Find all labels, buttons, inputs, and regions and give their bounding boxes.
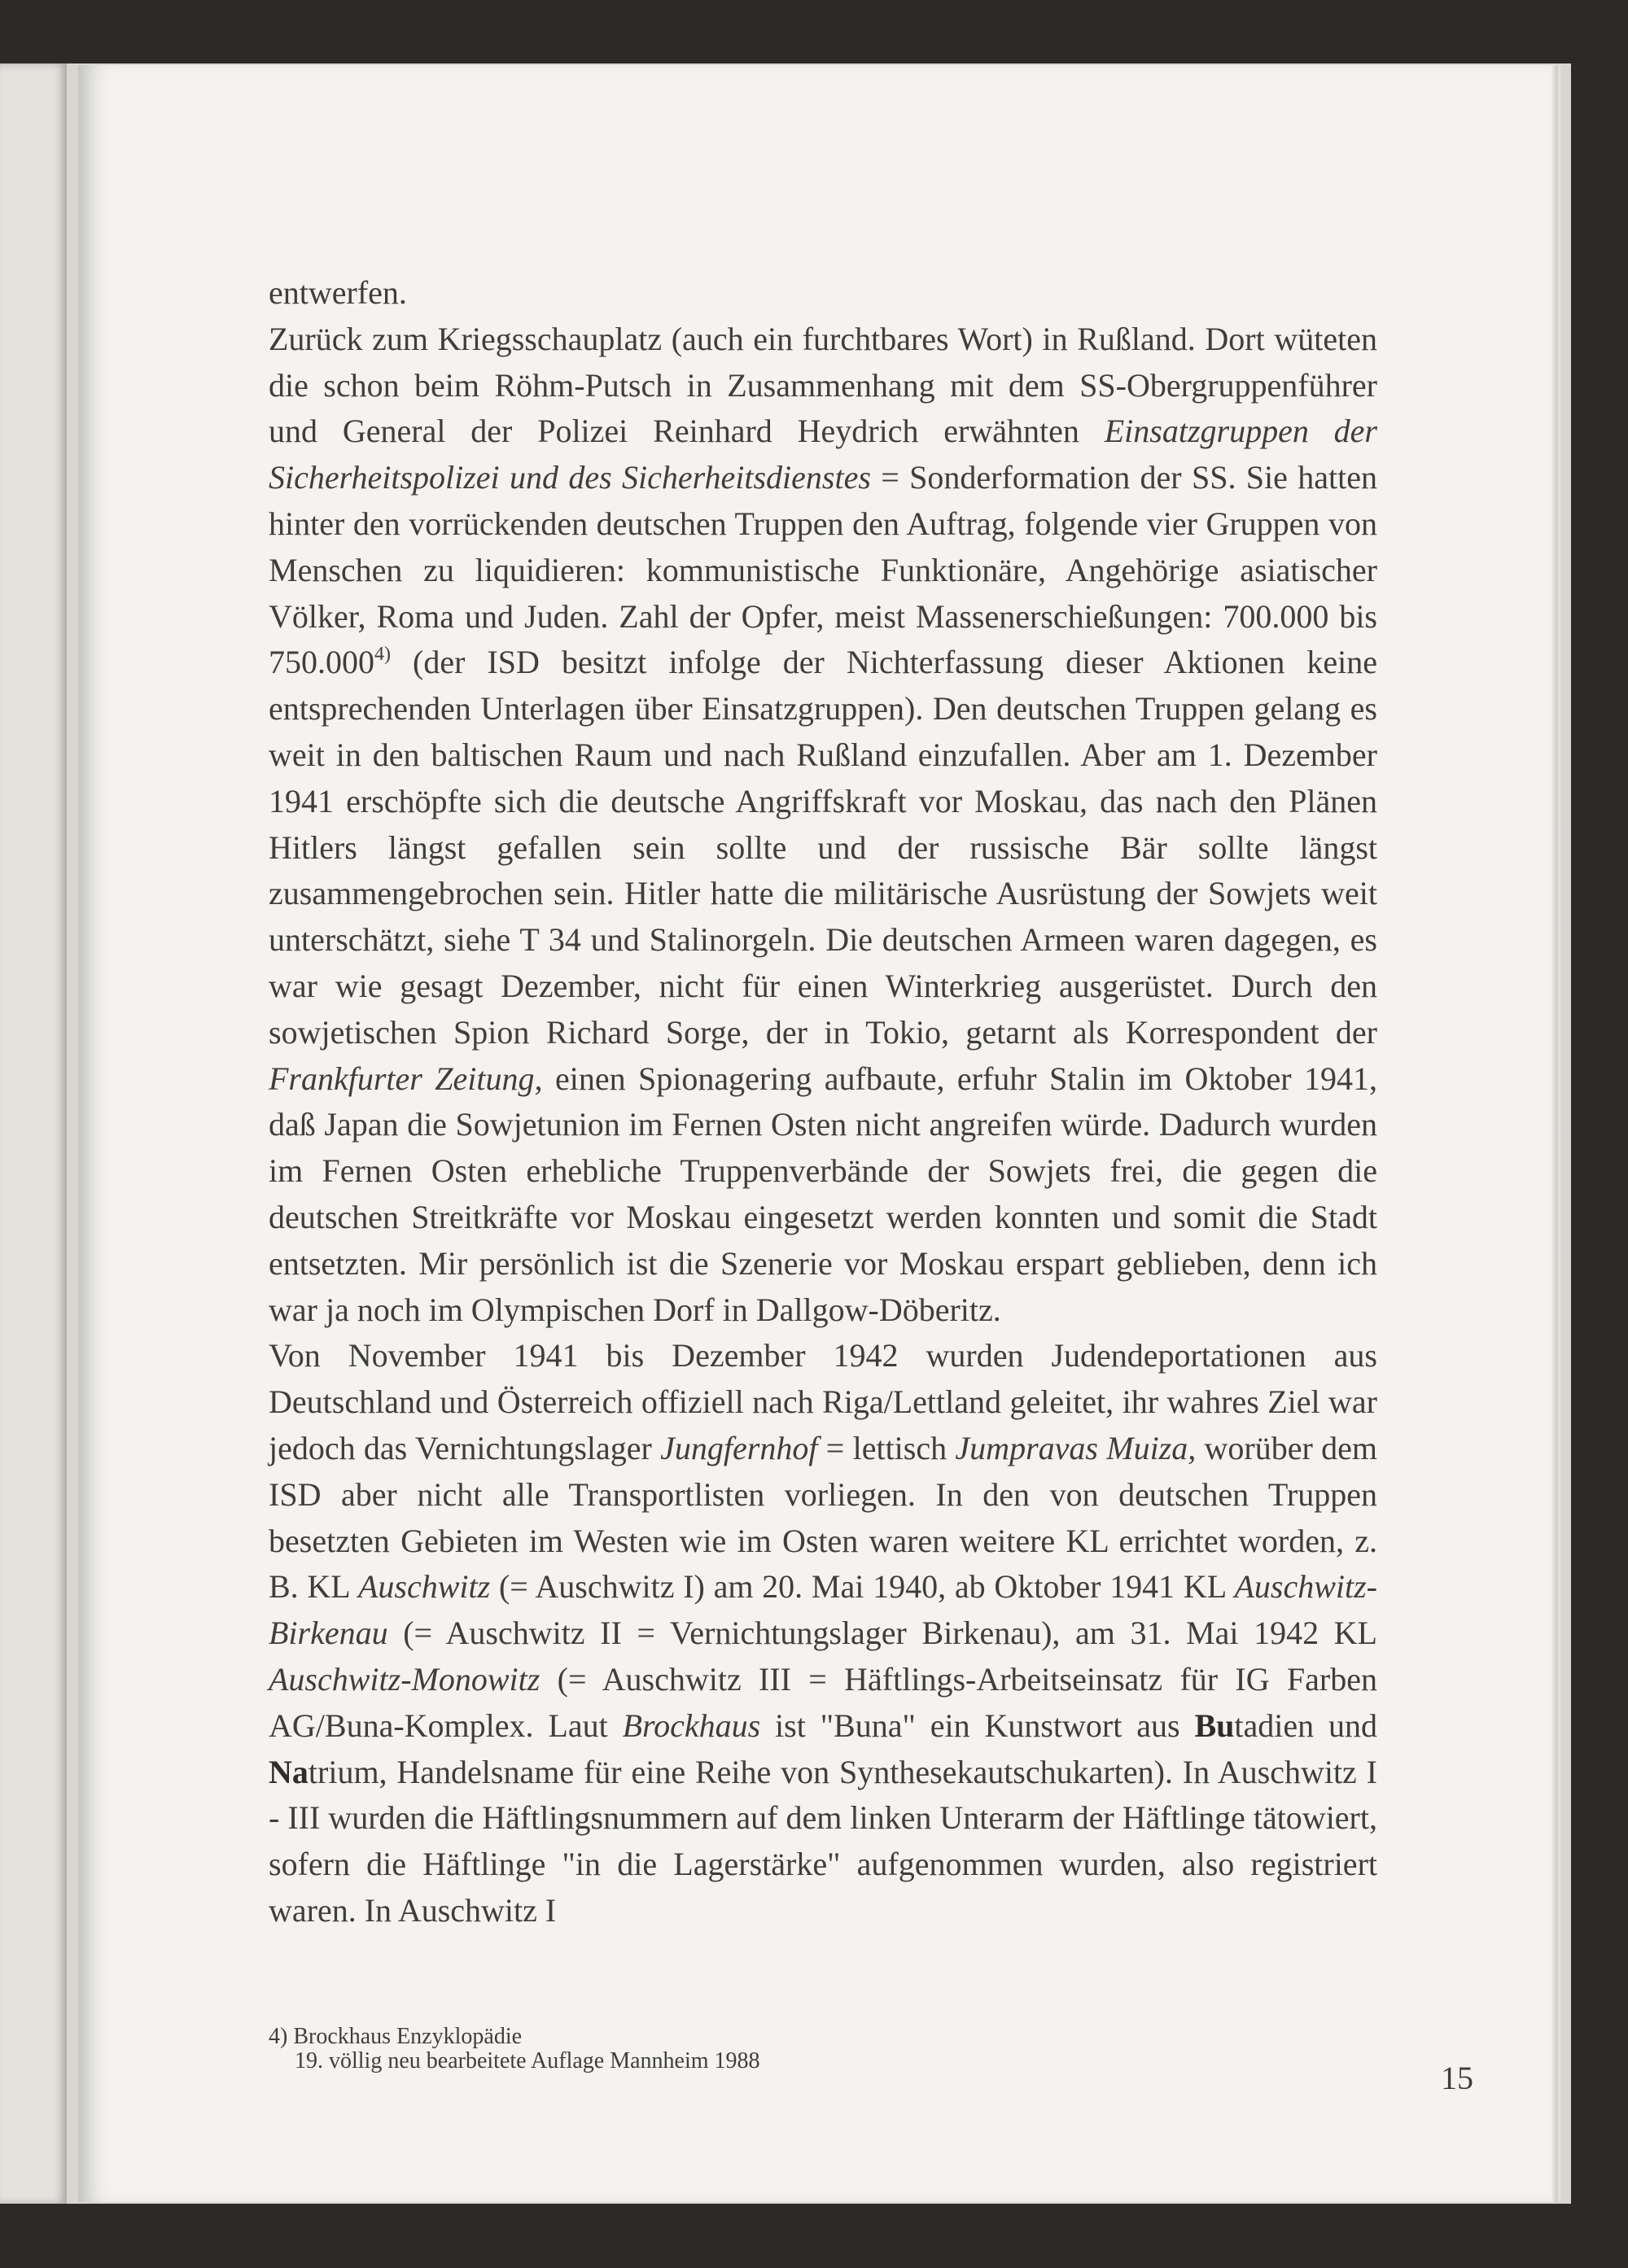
page-number: 15 [1441,2060,1473,2096]
paragraph-deportations [269,1333,1377,1934]
text-run: (= Auschwitz I) am 20. Mai 1940, ab Oktober 1941 KL [490,1568,1235,1606]
text-run: Zurück zum Kriegsschauplatz (auch ein furchtbares Wort) in Rußland. Dort wüteten die schon beim Röhm-Putsch in Zusammenhang mit dem SS-Obergruppenführer und General der Polizei Reinhard Heydrich erwähnten [269,320,1377,450]
text-run: Frankfurter Zeitung, [269,1060,543,1097]
text-run: Einsatzgruppen der Sicherheitspolizei und des Sicherheitsdienstes [269,413,1377,496]
text-run: worüber dem ISD aber nicht alle Transportlisten vorliegen. In den von deutschen Truppen besetzten Gebieten im Westen wie im Osten waren weitere KL errichtet worden, z. B. KL [269,1429,1377,1606]
text-run: entwerfen. [269,274,407,311]
paragraph-continuation [269,270,1377,317]
body-text [269,270,1377,1934]
text-run: Von November 1941 bis Dezember 1942 wurden Judendeportationen aus Deutschland und Österreich offiziell nach Riga/Lettland geleitet, ihr wahres Ziel war jedoch das Vernichtungslager [269,1337,1377,1466]
text-run: tadien und [1234,1706,1377,1744]
text-run: = lettisch [817,1429,956,1466]
text-run: (= Auschwitz II = Vernichtungslager Birkenau), am 31. Mai 1942 KL [387,1615,1377,1652]
previous-page-edge [0,63,67,2204]
text-run: einen Spionagering aufbaute, erfuhr Stalin im Oktober 1941, daß Japan die Sowjetunion im Fernen Osten nicht angreifen würde. Dadurch wurden im Fernen Osten erhebliche Truppenverbände der Sowjets frei, die gegen die deutschen Streitkräfte vor Moskau eingesetzt werden konnten und somit die Stadt entsetzten. Mir persönlich ist die Szenerie vor Moskau erspart geblieben, denn ich war ja noch im Olympischen Dorf in Dallgow-Döberitz. [269,1060,1377,1328]
text-run: Brockhaus [622,1706,761,1744]
text-run: Bu [1194,1706,1235,1744]
text-run: ist "Buna" ein Kunstwort aus [760,1706,1195,1744]
page-right-edge [1551,65,1560,2202]
text-run: Jumpravas Muiza, [955,1429,1197,1466]
text-run: Jungfernhof [660,1429,818,1466]
text-run: (der ISD besitzt infolge der Nichterfassung dieser Aktionen keine entsprechenden Unterlagen über Einsatzgruppen). Den deutschen Truppen gelang es weit in den baltischen Raum und nach Rußland einzufallen. Aber am 1. Dezember 1941 erschöpfte sich die deutsche Angriffskraft vor Moskau, das nach den Plänen Hitlers längst gefallen sein sollte und der russische Bär sollte längst zusammengebrochen sein. Hitler hatte die militärische Ausrüstung der Sowjets weit unterschätzt, siehe T 34 und Stalinorgeln. Die deutschen Armeen waren dagegen, es war wie gesagt Dezember, nicht für einen Winterkrieg ausgerüstet. Durch den sowjetischen Spion Richard Sorge, der in Tokio, getarnt als Korrespondent der [269,644,1377,1051]
text-run: = Sonderformation der SS. Sie hatten hinter den vorrückenden deutschen Truppen den Auftrag, folgende vier Gruppen von Menschen zu liquidieren: kommunistische Funktionäre, Angehörige asiatischer Völker, Roma und Juden. Zahl der Opfer, meist Massenerschießungen: 700.000 bis 750.000 [269,459,1377,681]
text-run: Auschwitz-Birkenau [269,1568,1377,1652]
footnote [269,2025,760,2074]
text-run: trium, Handelsname für eine Reihe von Synthesekautschukarten). In Auschwitz I - III wurden die Häftlingsnummern auf dem linken Unterarm der Häftlinge tätowiert, sofern die Häftlinge "in die Lagerstärke" aufgenommen wurden, also registriert waren. In Auschwitz I [269,1753,1377,1929]
footnote-reference: 4) [374,644,391,666]
footnote-line-1: 4) Brockhaus Enzyklopädie [269,2024,523,2049]
text-run: Auschwitz-Monowitz [269,1660,540,1698]
footnote-line-2: 19. völlig neu bearbeitete Auflage Mannheim 1988 [295,2048,760,2074]
paragraph-russia-campaign [269,317,1377,1334]
text-run: Auschwitz [358,1568,491,1606]
text-run: Na [269,1753,309,1790]
text-run: (= Auschwitz III = Häftlings-Arbeitseinsatz für IG Farben AG/Buna-Komplex. Laut [269,1660,1377,1744]
